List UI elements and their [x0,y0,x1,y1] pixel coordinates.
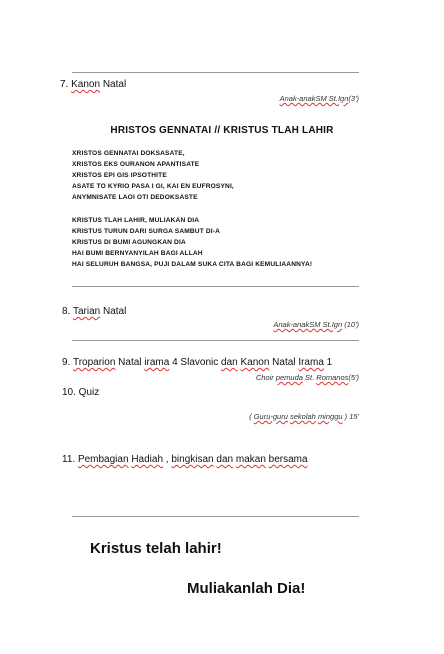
item-text: Natal [115,357,145,368]
program-item-8 [62,306,126,317]
program-item-7 [60,79,126,90]
lyric-line: XRISTOS EPI GIS IPSOTHITE [72,172,167,179]
lyric-line: ANYMNISATE LAOI OTI DEDOKSASTE [72,194,198,201]
performer-10 [249,412,359,421]
performer-duration: (10') [342,320,359,329]
item-word: Hadiah [131,454,164,465]
item-word: Troparion [72,357,116,368]
top-divider [72,72,359,73]
performer-duration: (5') [348,373,359,382]
item-text: 1 [323,357,333,368]
lyric-line: KRISTUS TURUN DARI SURGA SAMBUT DI-A [72,228,221,235]
item-text: , [163,454,172,465]
lyric-line: KRISTUS TLAH LAHIR, MULIAKAN DIA [72,217,200,224]
performer-word: Romanos [316,373,349,382]
hymn-greek-lyrics [72,148,234,203]
performer-text: Choir [255,373,276,382]
item-word: dan [221,357,238,368]
program-item-9 [62,357,332,368]
performer-text: St. [302,373,317,382]
item-name: Kanon [71,79,101,90]
item-name-rest: Natal [100,79,127,90]
performer-8 [273,320,359,329]
performer-word: Guru-guru [253,412,288,421]
item-number: 9. [62,357,71,368]
lyric-line: HAI BUMI BERNYANYILAH BAGI ALLAH [72,250,203,257]
lyric-line: XRISTOS GENNATAI DOKSASATE, [72,150,185,157]
item-word: makan [235,454,266,465]
performer-name: Anak-anakSM St.Ign [279,94,349,103]
lyric-line: XRISTOS EKS OURANON APANTISATE [72,161,200,168]
lyric-line: KRISTUS DI BUMI AGUNGKAN DIA [72,239,186,246]
item-number: 11. [62,454,78,465]
lyric-line: ASATE TO KYRIO PASA I GI, KAI EN EUFROSYNI, [72,183,234,190]
hymn-divider [72,286,359,287]
performer-9 [256,373,359,382]
item-word: irama [144,357,170,368]
item-word: dan [216,454,234,465]
performer-name: Anak-anakSM St.Ign [273,320,343,329]
performer-duration: ) 15' [342,412,359,421]
performer-text: ( [249,412,254,421]
performer-word: sekolah [289,412,316,421]
item-number: 7. [60,79,69,90]
item-word: Pembagian [77,454,129,465]
bottom-divider [72,516,359,517]
program-item-10: 10. Quiz [62,387,100,398]
item-word: bingkisan [171,454,214,465]
item-word: Irama [298,357,324,368]
item-text: 4 Slavonic [169,357,222,368]
performer-duration: (3') [348,94,359,103]
program-item-11 [62,454,308,465]
closing-line-2: Muliakanlah Dia! [187,580,306,597]
closing-line-1: Kristus telah lahir! [90,540,222,557]
item-word: Kanon [240,357,270,368]
lyric-line: HAI SELURUH BANGSA, PUJI DALAM SUKA CITA BAGI KEMULIAANNYA! [72,261,313,268]
hymn-title: HRISTOS GENNATAI // KRISTUS TLAH LAHIR [110,125,334,136]
item-name-rest: Natal [100,306,127,317]
item-text: Natal [269,357,299,368]
performer-7 [280,94,359,103]
performer-word: minggu [317,412,343,421]
hymn-indonesian-lyrics [72,215,312,270]
performer-word: pemuda [275,373,303,382]
item-name: Tarian [72,306,101,317]
item-number: 8. [62,306,71,317]
divider-8 [72,340,359,341]
item-word: bersama [268,454,308,465]
